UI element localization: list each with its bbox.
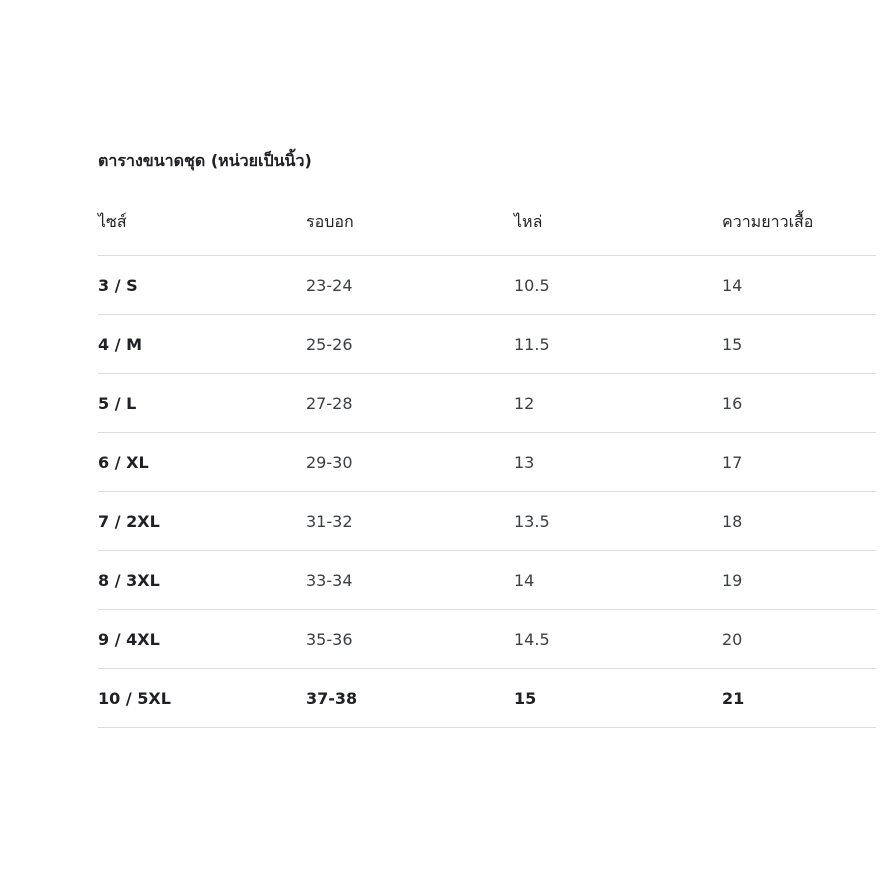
chest-cell: 29-30 xyxy=(306,433,514,492)
size-cell: 7 / 2XL xyxy=(98,492,306,551)
table-row xyxy=(98,492,876,551)
chest-cell: 33-34 xyxy=(306,551,514,610)
header-size: ไซส์ xyxy=(98,206,306,256)
size-cell: 8 / 3XL xyxy=(98,551,306,610)
header-row xyxy=(98,206,876,256)
size-cell: 9 / 4XL xyxy=(98,610,306,669)
chest-cell: 23-24 xyxy=(306,256,514,315)
length-cell: 21 xyxy=(722,669,876,728)
table-row xyxy=(98,315,876,374)
table-row xyxy=(98,374,876,433)
chart-title: ตารางขนาดชุด (หน่วยเป็นนิ้ว) xyxy=(98,151,312,170)
size-table xyxy=(98,206,876,728)
chest-cell: 25-26 xyxy=(306,315,514,374)
table-row xyxy=(98,669,876,728)
table-row xyxy=(98,610,876,669)
chest-cell: 35-36 xyxy=(306,610,514,669)
shoulder-cell: 13 xyxy=(514,433,722,492)
header-length: ความยาวเสื้อ xyxy=(722,206,876,256)
header-chest: รอบอก xyxy=(306,206,514,256)
shoulder-cell: 12 xyxy=(514,374,722,433)
size-cell: 6 / XL xyxy=(98,433,306,492)
length-cell: 20 xyxy=(722,610,876,669)
table-row xyxy=(98,551,876,610)
shoulder-cell: 10.5 xyxy=(514,256,722,315)
length-cell: 16 xyxy=(722,374,876,433)
header-shoulder: ไหล่ xyxy=(514,206,722,256)
shoulder-cell: 14 xyxy=(514,551,722,610)
chest-cell: 37-38 xyxy=(306,669,514,728)
length-cell: 19 xyxy=(722,551,876,610)
shoulder-cell: 14.5 xyxy=(514,610,722,669)
length-cell: 14 xyxy=(722,256,876,315)
shoulder-cell: 15 xyxy=(514,669,722,728)
length-cell: 17 xyxy=(722,433,876,492)
size-chart xyxy=(98,146,876,728)
shoulder-cell: 13.5 xyxy=(514,492,722,551)
size-cell: 3 / S xyxy=(98,256,306,315)
length-cell: 18 xyxy=(722,492,876,551)
chest-cell: 27-28 xyxy=(306,374,514,433)
size-cell: 5 / L xyxy=(98,374,306,433)
size-cell: 10 / 5XL xyxy=(98,669,306,728)
table-row xyxy=(98,433,876,492)
size-cell: 4 / M xyxy=(98,315,306,374)
length-cell: 15 xyxy=(722,315,876,374)
table-row xyxy=(98,256,876,315)
chest-cell: 31-32 xyxy=(306,492,514,551)
shoulder-cell: 11.5 xyxy=(514,315,722,374)
